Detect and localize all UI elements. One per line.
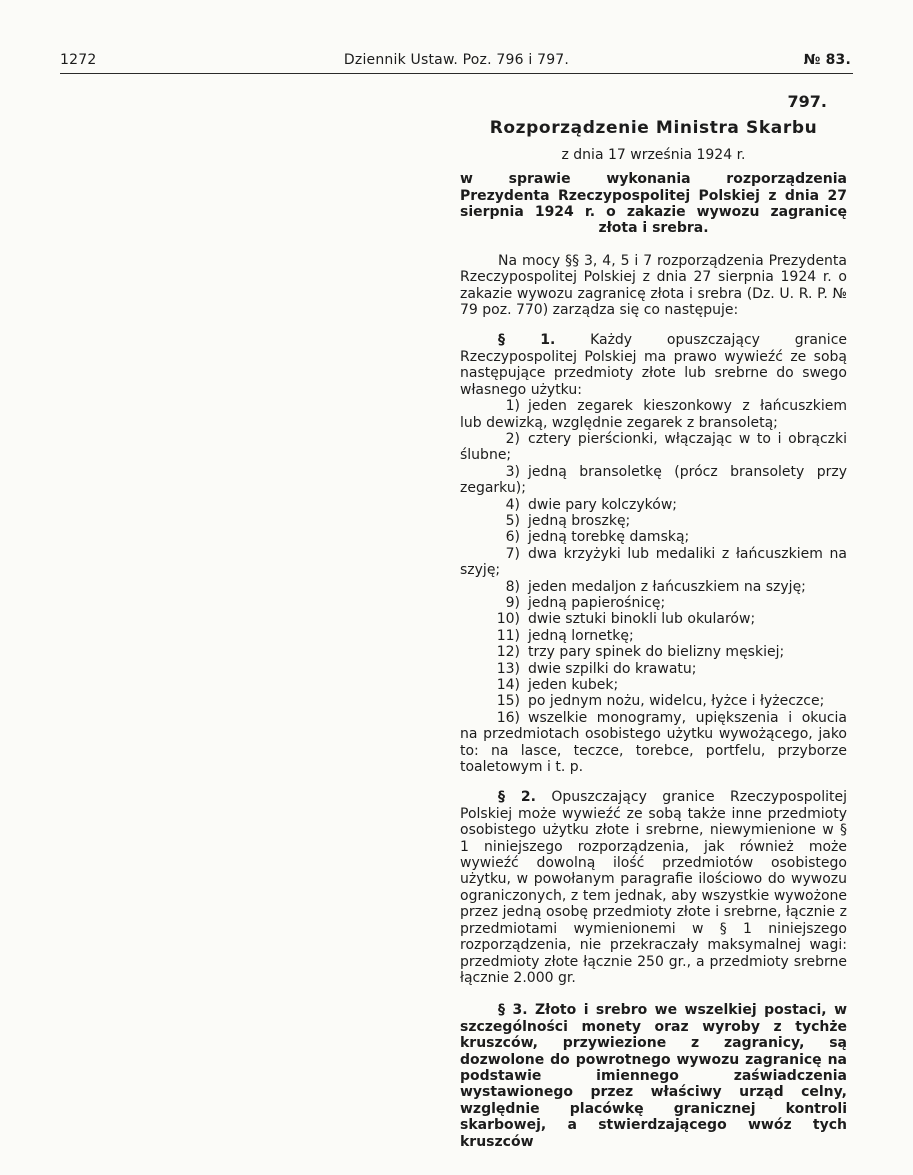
list-item-number: 1): [505, 398, 520, 415]
list-item: [460, 595, 847, 611]
list-item-number: 4): [505, 496, 520, 513]
page-number: 1272: [60, 52, 97, 68]
list-item-number: 14): [496, 677, 520, 693]
list-item-number: 3): [505, 463, 520, 480]
list-item-number: 15): [496, 693, 520, 710]
text-column: [460, 92, 847, 1150]
list-item: [460, 529, 847, 545]
list-item: [460, 579, 847, 595]
list-item: [460, 546, 847, 579]
document-number: 797.: [787, 92, 827, 111]
document-title: Rozporządzenie Ministra Skarbu: [489, 118, 818, 139]
list-item-text: jedną bransoletkę (prócz bransolety przy zegarku);: [460, 463, 847, 497]
list-item-number: 16): [496, 709, 520, 726]
list-item-text: jeden kubek;: [528, 677, 619, 693]
list-item-text: jedną torebkę damską;: [528, 529, 690, 546]
list-item-number: 2): [505, 430, 520, 447]
list-item-text: trzy pary spinek do bielizny męskiej;: [528, 644, 785, 661]
section-3: [460, 1002, 847, 1150]
section-1-intro: [460, 332, 847, 398]
document-date: z dnia 17 września 1924 r.: [561, 146, 746, 163]
list-item-text: cztery pierścionki, włączając w to i obrączki ślubne;: [460, 430, 847, 464]
list-item: [460, 677, 847, 693]
list-item-number: 9): [505, 594, 520, 611]
list-item-number: 8): [505, 578, 520, 595]
list-item: [460, 628, 847, 644]
list-item-text: dwie pary kolczyków;: [528, 496, 677, 513]
section-1-label: § 1.: [498, 332, 556, 349]
list-item: [460, 464, 847, 497]
list-item-text: jedną papierośnicę;: [528, 594, 666, 611]
list-item-text: jeden medaljon z łańcuszkiem na szyję;: [528, 578, 806, 595]
section-1-text: Każdy opuszczający granice Rzeczypospolitej Polskiej ma prawo wywieźć ze sobą następujące przedmioty złote lub srebrne do swego własnego użytku:: [460, 332, 847, 398]
running-header: Dziennik Ustaw. Poz. 796 i 797.: [343, 52, 570, 68]
list-item: [460, 497, 847, 513]
section-3-label: § 3.: [498, 1002, 528, 1019]
list-item-number: 5): [505, 512, 520, 529]
list-item-number: 7): [505, 545, 520, 562]
header-rule: [60, 73, 853, 74]
list-item: [460, 693, 847, 709]
list-item-text: jedną broszkę;: [528, 512, 631, 529]
list-item: [460, 644, 847, 660]
list-item-text: jedną lornetkę;: [528, 627, 634, 644]
preamble: Na mocy §§ 3, 4, 5 i 7 rozporządzenia Prezydenta Rzeczypospolitej Polskiej z dnia 27 sierpnia 1924 r. o zakazie wywozu zagranicę złota i srebra (Dz. U. R. P. № 79 poz. 770) zarządza się co następuje:: [460, 252, 847, 319]
list-item-text: dwa krzyżyki lub medaliki z łańcuszkiem na szyję;: [460, 545, 847, 579]
list-item: [460, 611, 847, 627]
list-item-number: 10): [496, 611, 520, 628]
list-item-number: 12): [496, 644, 520, 661]
section-3-text: Złoto i srebro we wszelkiej postaci, w szczególności monety oraz wyroby z tychże kruszców, przywiezione z zagranicy, są dozwolone do powrotnego wywozu zagranicę na podstawie imiennego zaświadczenia wystawionego przez właściwy urząd celny, względnie placówkę granicznej kontroli skarbowej, a stwierdzającego wwóz tych kruszców: [460, 1002, 847, 1150]
list-item-number: 6): [505, 529, 520, 546]
list-item: [460, 513, 847, 529]
list-item-text: dwie sztuki binokli lub okularów;: [528, 611, 756, 628]
document-subject: w sprawie wykonania rozporządzenia Prezydenta Rzeczypospolitej Polskiej z dnia 27 sierpnia 1924 r. o zakazie wywozu zagranicę złota i srebra.: [460, 171, 847, 237]
list-item: [460, 431, 847, 464]
list-item-text: po jednym nożu, widelcu, łyżce i łyżeczce;: [528, 693, 825, 710]
section-2: [460, 789, 847, 986]
list-item-number: 11): [496, 627, 520, 644]
section-1-list: [460, 398, 847, 775]
section-2-text: Opuszczający granice Rzeczypospolitej Polskiej może wywieźć ze sobą także inne przedmioty osobistego użytku złote i srebrne, niewymienione w § 1 niniejszego rozporządzenia, jak również może wywieźć dowolną ilość przedmiotów osobistego użytku, w powołanym paragrafie ilościowo do wywozu ograniczonych, z tem jednak, aby wszystkie wywożone przez jedną osobę przedmioty złote i srebrne, łącznie z przedmiotami wymienionemi w § 1 niniejszego rozporządzenia, nie przekraczały maksymalnej wagi: przedmioty złote łącznie 250 gr., a przedmioty srebrne łącznie 2.000 gr.: [460, 789, 848, 986]
list-item-text: wszelkie monogramy, upiększenia i okucia na przedmiotach osobistego użytku wywożącego, jako to: na lasce, teczce, torebce, portfelu, przyborze toaletowym i t. p.: [460, 709, 847, 776]
section-2-label: § 2.: [498, 789, 536, 806]
list-item-text: dwie szpilki do krawatu;: [528, 660, 697, 677]
list-item: [460, 661, 847, 677]
list-item: [460, 710, 847, 776]
list-item-number: 13): [496, 660, 520, 677]
issue-number: № 83.: [803, 52, 851, 68]
list-item-text: jeden zegarek kieszonkowy z łańcuszkiem lub dewizką, względnie zegarek z bransoletą;: [460, 398, 847, 431]
list-item: [460, 398, 847, 431]
